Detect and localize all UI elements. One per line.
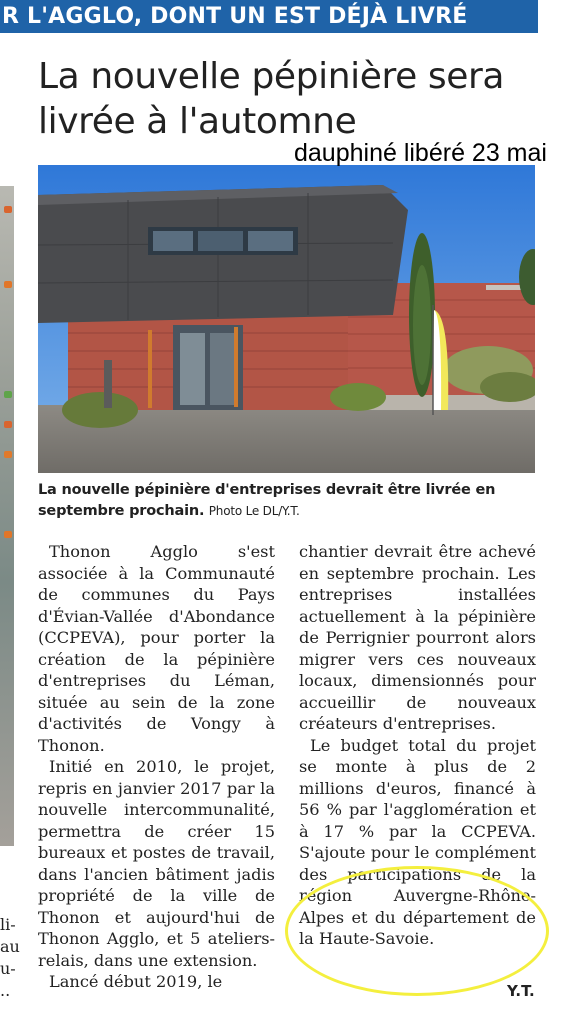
adjacent-column-fragment: .. xyxy=(0,981,11,1000)
author-signature: Y.T. xyxy=(507,982,535,1000)
handwritten-annotation: dauphiné libéré 23 mai xyxy=(294,139,547,167)
headline-line: La nouvelle pépinière sera xyxy=(38,56,505,97)
article-photo xyxy=(38,165,535,473)
caption-text: La nouvelle pépinière d'entreprises devrait être livrée en septembre prochain. xyxy=(38,482,496,519)
headline-line: livrée à l'automne xyxy=(38,101,357,142)
adjacent-photo-edge xyxy=(0,186,14,846)
paragraph: Initié en 2010, le projet, repris en janvier 2017 par la nouvelle intercommunalité, permettra de créer 15 bureaux et postes de travail, dans l'ancien bâtiment jadis propriété de la ville de Thonon et aujourd'hui de Thonon Agglo, et 5 ateliers-relais, dans une extension. xyxy=(38,757,275,970)
adjacent-column-fragment: au xyxy=(0,937,20,956)
paragraph: Le budget total du projet se monte à plus de 2 millions d'euros, financé à 56 % par l'agglomération et à 17 % par la CCPEVA. S'ajoute pour le complément des participations de la région Auvergne-Rhône-Alpes et du département de la Haute-Savoie. xyxy=(299,735,536,948)
paragraph: chantier devrait être achevé en septembre prochain. Les entreprises installées actuellement à la pépinière de Perrignier pourront alors migrer vers ces nouveaux locaux, dimensionnés pour accueillir de nouveaux créateurs d'entreprises. xyxy=(299,542,536,733)
adjacent-column-fragment: li- xyxy=(0,915,16,934)
photo-credit: Photo Le DL/Y.T. xyxy=(208,504,300,518)
photo-caption xyxy=(38,480,538,522)
paragraph: Thonon Agglo s'est associée à la Communauté de communes du Pays d'Évian-Vallée d'Abondance (CCPEVA), pour porter la création de la pépinière d'entreprises du Léman, située au sein de la zone d'activités de Vongy à Thonon. xyxy=(38,542,275,755)
section-banner: R L'AGGLO, DONT UN EST DÉJÀ LIVRÉ xyxy=(0,0,538,33)
article-column-2 xyxy=(299,541,536,950)
article-headline xyxy=(38,54,518,144)
article-column-1 xyxy=(38,541,275,993)
adjacent-column-fragment: u- xyxy=(0,959,16,978)
paragraph: Lancé début 2019, le xyxy=(49,972,223,991)
